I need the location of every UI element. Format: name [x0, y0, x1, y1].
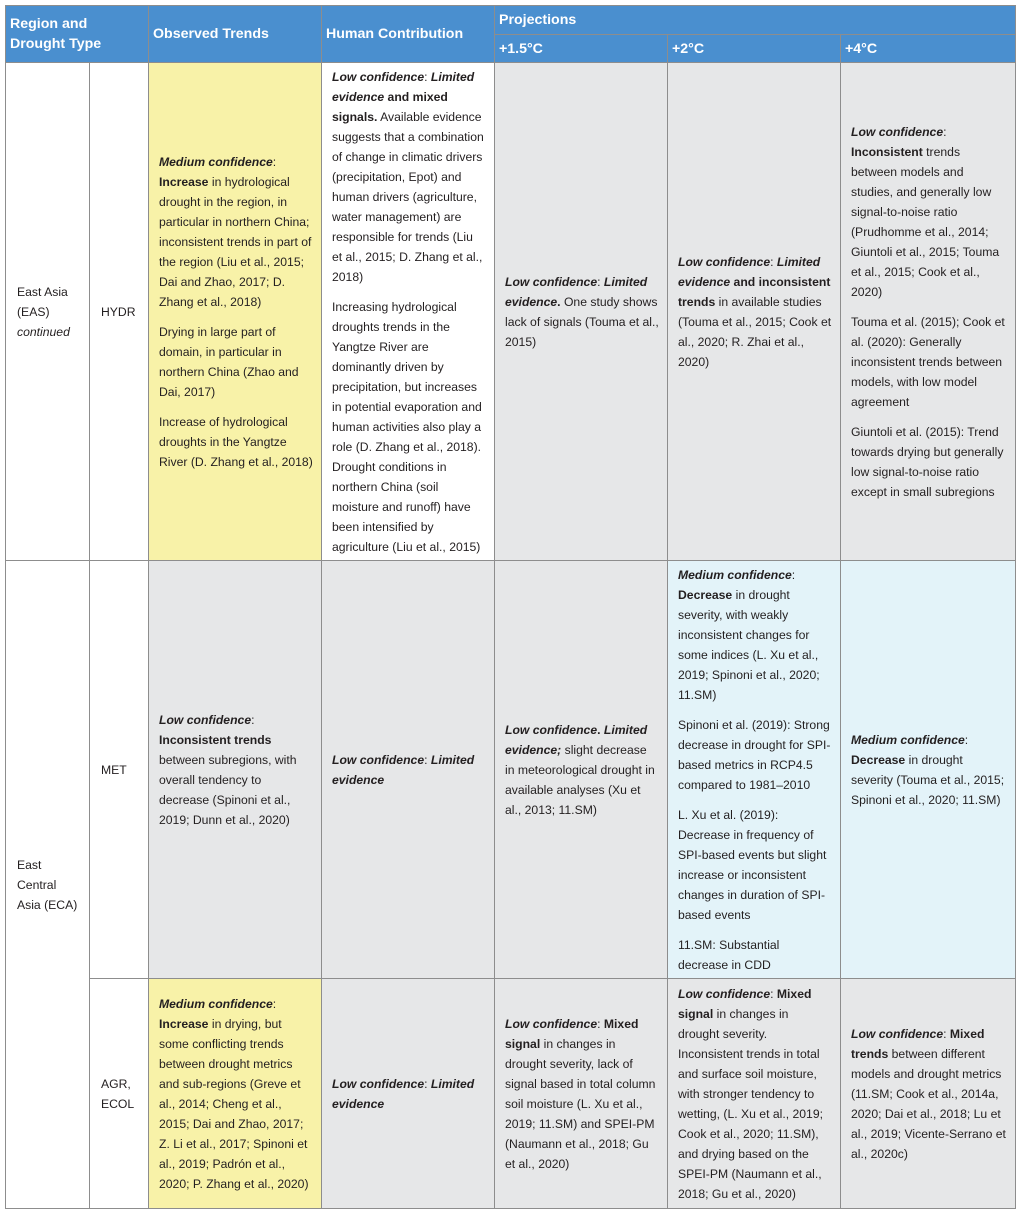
cell-paragraph	[159, 994, 313, 1194]
projection-2c-cell	[668, 979, 841, 1209]
text-run: :	[251, 712, 255, 727]
cell-paragraph	[159, 412, 313, 472]
header-projection-2c: +2°C	[668, 35, 841, 63]
text-run: Touma et al. (2015); Cook et al. (2020): Generally inconsistent trends between models, with low model agreement	[851, 314, 1005, 409]
text-run: in drying, but some conflicting trends between drought metrics and sub-regions (Greve et al., 2014; Cheng et al., 2015; Dai and Zhao, 2017; Z. Li et al., 2017; Spinoni et al., 2019; Padrón et al., 2020; P. Zhang et al., 2020)	[159, 1016, 309, 1191]
text-run: in changes in drought severity, lack of signal based in total column soil moisture (L. Xu et al., 2019; 11.SM) and SPEI-PM (Naumann et al., 2018; Gu et al., 2020)	[505, 1036, 656, 1171]
cell-paragraph	[332, 1074, 486, 1114]
text-run: :	[424, 69, 431, 84]
text-run: in hydrological drought in the region, in particular in northern China; inconsistent trends in part of the region (Liu et al., 2015; Dai and Zhao, 2017; D. Zhang et al., 2018)	[159, 174, 312, 309]
text-run: Limited evidence;	[505, 722, 648, 757]
cell-text-line: AGR,	[101, 1076, 131, 1091]
text-run: :	[943, 124, 947, 139]
text-run: 11.SM: Substantial decrease in CDD	[678, 937, 780, 972]
cell-paragraph	[678, 715, 832, 795]
text-run: Low confidence	[332, 752, 425, 767]
text-run: slight decrease in meteorological drought in available analyses (Xu et al., 2013; 11.SM)	[505, 742, 655, 817]
text-run: Mixed signal	[505, 1016, 639, 1051]
text-run: :	[272, 154, 277, 169]
cell-text-line: Asia (ECA)	[17, 897, 78, 912]
text-run: Mixed trends	[851, 1026, 985, 1061]
cell-paragraph	[332, 67, 486, 287]
text-run: :	[770, 986, 777, 1001]
cell-paragraph	[159, 710, 313, 830]
drought-type-cell	[90, 561, 149, 979]
table-row	[6, 979, 1016, 1209]
table-row	[6, 63, 1016, 561]
text-run: Limited evidence	[332, 1076, 475, 1111]
cell-text-line: East Asia	[17, 284, 68, 299]
drought-type-cell	[90, 63, 149, 561]
text-run: Increase of hydrological droughts in the Yangtze River (D. Zhang et al., 2018)	[159, 414, 313, 469]
header-human-contribution: Human Contribution	[322, 6, 495, 63]
text-run: Inconsistent trends	[159, 732, 272, 747]
text-run: Low confidence	[505, 274, 598, 289]
text-run: and mixed signals.	[332, 89, 448, 124]
cell-text-line: HYDR	[101, 304, 136, 319]
human-contribution-cell	[322, 979, 495, 1209]
text-run: between subregions, with overall tendency to decrease (Spinoni et al., 2019; Dunn et al., 2020)	[159, 752, 297, 827]
header-projection-1-5c: +1.5°C	[495, 35, 668, 63]
drought-type-cell	[90, 979, 149, 1209]
cell-paragraph	[678, 805, 832, 925]
cell-paragraph	[851, 1024, 1007, 1164]
projection-1-5c-cell	[495, 63, 668, 561]
text-run: Low confidence	[159, 712, 252, 727]
cell-text-line: Central	[17, 877, 57, 892]
cell-text-line: ECOL	[101, 1096, 135, 1111]
observed-trends-cell	[149, 561, 322, 979]
projection-1-5c-cell	[495, 979, 668, 1209]
cell-paragraph	[851, 422, 1007, 502]
header-observed-trends: Observed Trends	[149, 6, 322, 63]
text-run: in changes in drought severity. Inconsistent trends in total and surface soil moisture, with stronger tendency to wetting, (L. Xu et al., 2019; Cook et al., 2020; 11.SM), and drying based on the SPEI-PM (Naumann et al., 2018; Gu et al., 2020)	[678, 1006, 823, 1201]
text-run: :	[272, 996, 277, 1011]
text-run: One study shows lack of signals (Touma et al., 2015)	[505, 294, 659, 349]
projection-2c-cell	[668, 561, 841, 979]
text-run: :	[424, 752, 431, 767]
region-note: continued	[17, 324, 70, 339]
text-run: Low confidence	[332, 1076, 425, 1091]
text-run: Increase	[159, 1016, 209, 1031]
region-cell-eas	[6, 63, 90, 561]
text-run: Drying in large part of domain, in particular in northern China (Zhao and Dai, 2017)	[159, 324, 299, 399]
text-run: Low confidence	[678, 254, 771, 269]
observed-trends-cell	[149, 63, 322, 561]
table-row	[6, 561, 1016, 979]
cell-text-line: East	[17, 857, 42, 872]
text-run: Limited evidence	[332, 69, 475, 104]
cell-paragraph	[678, 984, 832, 1204]
cell-paragraph	[678, 252, 832, 372]
cell-paragraph	[678, 565, 832, 705]
text-run: in drought severity (Touma et al., 2015; Spinoni et al., 2020; 11.SM)	[851, 752, 1005, 807]
cell-paragraph	[159, 152, 313, 312]
cell-text-line: (EAS)	[17, 304, 50, 319]
text-run: Low confidence	[505, 1016, 598, 1031]
text-run: :	[943, 1026, 950, 1041]
human-contribution-cell	[322, 561, 495, 979]
text-run: Inconsistent	[851, 144, 923, 159]
text-run: Giuntoli et al. (2015): Trend towards drying but generally low signal-to-noise ratio except in small subregions	[851, 424, 1004, 499]
text-run: Mixed signal	[678, 986, 812, 1021]
projection-4c-cell	[841, 979, 1016, 1209]
text-run: Medium confidence	[159, 154, 273, 169]
text-run: .	[557, 294, 561, 309]
cell-paragraph	[332, 297, 486, 557]
text-run: :	[770, 254, 777, 269]
projection-1-5c-cell	[495, 561, 668, 979]
text-run: in available studies (Touma et al., 2015; Cook et al., 2020; R. Zhai et al., 2020)	[678, 294, 832, 369]
text-run: Medium confidence	[678, 567, 792, 582]
text-run: Low confidence	[851, 124, 944, 139]
text-run: Increasing hydrological droughts trends in the Yangtze River are dominantly driven by precipitation, but increases in potential evaporation and human activities also play a role (D. Zhang et al., 2018). Drought conditions in northern China (soil moisture and runoff) have been intensified by agriculture (Liu et al., 2015)	[332, 299, 482, 554]
projection-2c-cell	[668, 63, 841, 561]
cell-paragraph	[159, 322, 313, 402]
cell-paragraph	[505, 272, 659, 352]
cell-paragraph	[851, 312, 1007, 412]
text-run: and inconsistent trends	[678, 274, 831, 309]
cell-paragraph	[505, 1014, 659, 1174]
text-run: .	[597, 722, 604, 737]
text-run: Medium confidence	[851, 732, 965, 747]
text-run: :	[597, 1016, 604, 1031]
text-run: Decrease	[678, 587, 733, 602]
text-run: Limited evidence	[505, 274, 648, 309]
header-projection-4c: +4°C	[841, 35, 1016, 63]
projection-4c-cell	[841, 561, 1016, 979]
human-contribution-cell	[322, 63, 495, 561]
drought-assessment-table	[5, 5, 1016, 1209]
text-run: Available evidence suggests that a combination of change in climatic drivers (precipitation, Epot) and human drivers (agriculture, water management) are responsible for trends (Liu et al., 2015; D. Zhang et al., 2018)	[332, 109, 484, 284]
text-run: Low confidence	[332, 69, 425, 84]
text-run: in drought severity, with weakly inconsistent changes for some indices (L. Xu et al., 2019; Spinoni et al., 2020; 11.SM)	[678, 587, 820, 702]
region-cell-eca	[6, 561, 90, 1209]
text-run: Limited evidence	[678, 254, 821, 289]
header-projections: Projections	[495, 6, 1016, 35]
cell-paragraph	[332, 750, 486, 790]
text-run: Limited evidence	[332, 752, 475, 787]
text-run: Low confidence	[851, 1026, 944, 1041]
text-run: :	[964, 732, 969, 747]
text-run: Spinoni et al. (2019): Strong decrease in drought for SPI-based metrics in RCP4.5 compared to 1981–2010	[678, 717, 831, 792]
cell-paragraph	[851, 122, 1007, 302]
text-run: :	[597, 274, 604, 289]
observed-trends-cell	[149, 979, 322, 1209]
text-run: between different models and drought metrics (11.SM; Cook et al., 2014a, 2020; Dai et al., 2018; Lu et al., 2019; Vicente-Serrano et al., 2020c)	[851, 1046, 1006, 1161]
text-run: Low confidence	[678, 986, 771, 1001]
text-run: Medium confidence	[159, 996, 273, 1011]
cell-text-line: MET	[101, 762, 127, 777]
cell-paragraph	[851, 730, 1007, 810]
text-run: Decrease	[851, 752, 906, 767]
text-run: L. Xu et al. (2019): Decrease in frequency of SPI-based events but slight increase or inconsistent changes in duration of SPI-based events	[678, 807, 827, 922]
text-run: :	[424, 1076, 431, 1091]
text-run: trends between models and studies, and generally low signal-to-noise ratio (Prudhomme et al., 2014; Giuntoli et al., 2015; Touma et al., 2015; Cook et al., 2020)	[851, 144, 1000, 299]
text-run: :	[791, 567, 796, 582]
header-region-drought-type: Region and Drought Type	[6, 6, 149, 63]
cell-paragraph	[678, 935, 832, 975]
text-run: Increase	[159, 174, 209, 189]
text-run: Low confidence	[505, 722, 598, 737]
cell-paragraph	[505, 720, 659, 820]
projection-4c-cell	[841, 63, 1016, 561]
